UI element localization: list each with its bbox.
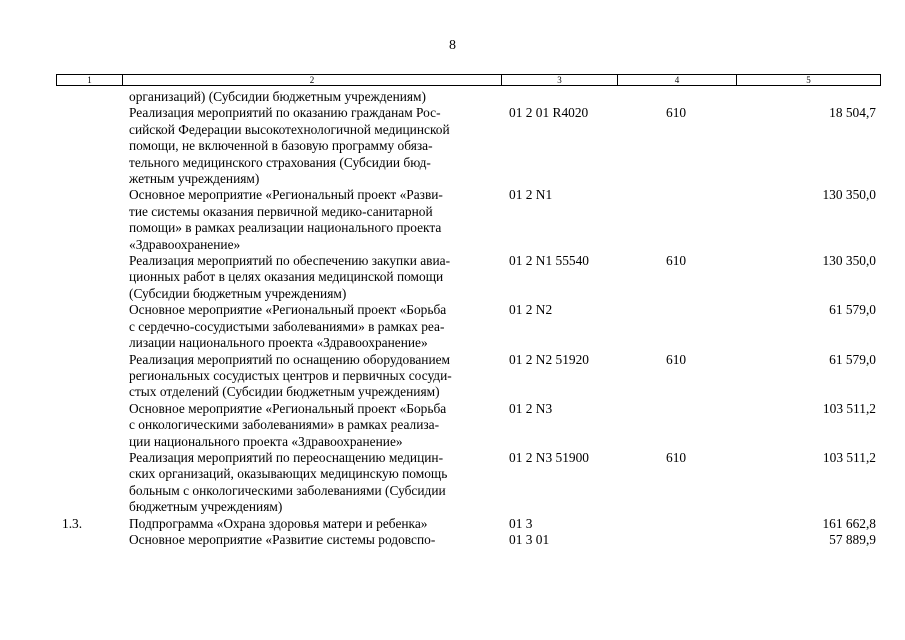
table-row bbox=[0, 253, 905, 302]
description-line: ционных работ в целях оказания медицинской помощи bbox=[129, 269, 444, 285]
table-row bbox=[0, 105, 905, 187]
amount-value: 61 579,0 bbox=[829, 351, 876, 367]
budget-classification-code: 01 2 N2 bbox=[509, 302, 553, 318]
table-row bbox=[0, 89, 905, 105]
description-line: Основное мероприятие «Региональный проект «Борьба bbox=[129, 302, 447, 318]
row-number: 1.3. bbox=[62, 515, 83, 531]
expense-type-code: 610 bbox=[666, 449, 687, 465]
budget-classification-code: 01 3 bbox=[509, 515, 533, 531]
description-line: помощи, не включенной в базовую программу обяза- bbox=[129, 138, 433, 154]
row-description bbox=[129, 89, 503, 105]
budget-table-body bbox=[0, 89, 905, 548]
description-line: с сердечно-сосудистыми заболеваниями» в рамках реа- bbox=[129, 318, 445, 334]
description-line: региональных сосудистых центров и первичных сосуди- bbox=[129, 367, 452, 383]
description-line: «Здравоохранение» bbox=[129, 236, 241, 252]
description-line: Реализация мероприятий по переоснащению медицин- bbox=[129, 449, 444, 465]
amount-value: 103 511,2 bbox=[822, 449, 876, 465]
description-line: Основное мероприятие «Развитие системы родовспо- bbox=[129, 531, 436, 547]
description-line: Реализация мероприятий по оказанию гражданам Рос- bbox=[129, 105, 441, 121]
table-row bbox=[0, 532, 905, 548]
budget-classification-code: 01 3 01 bbox=[509, 531, 550, 547]
table-row bbox=[0, 302, 905, 351]
budget-classification-code: 01 2 N3 bbox=[509, 400, 553, 416]
row-description bbox=[129, 450, 503, 516]
budget-classification-code: 01 2 N3 51900 bbox=[509, 449, 589, 465]
expense-type-code: 610 bbox=[666, 253, 687, 269]
budget-classification-code: 01 2 N1 bbox=[509, 187, 553, 203]
description-line: ции национального проекта «Здравоохранение» bbox=[129, 433, 403, 449]
amount-value: 130 350,0 bbox=[822, 253, 876, 269]
budget-classification-code: 01 2 01 R4020 bbox=[509, 105, 589, 121]
row-description bbox=[129, 105, 503, 187]
description-line: Подпрограмма «Охрана здоровья матери и ребенка» bbox=[129, 515, 428, 531]
column-header-row bbox=[56, 74, 881, 86]
budget-classification-code: 01 2 N2 51920 bbox=[509, 351, 589, 367]
column-header-3: 3 bbox=[502, 75, 618, 86]
description-line: помощи» в рамках реализации национального проекта bbox=[129, 220, 442, 236]
amount-value: 103 511,2 bbox=[822, 400, 876, 416]
row-description bbox=[129, 516, 503, 532]
table-row bbox=[0, 352, 905, 401]
description-line: Реализация мероприятий по обеспечению закупки авиа- bbox=[129, 253, 451, 269]
description-line: стых отделений (Субсидии бюджетным учреждениям) bbox=[129, 384, 440, 400]
description-line: жетным учреждениям) bbox=[129, 171, 260, 187]
row-description bbox=[129, 253, 503, 302]
description-line: тельного медицинского страхования (Субсидии бюд- bbox=[129, 154, 431, 170]
description-line: Основное мероприятие «Региональный проект «Борьба bbox=[129, 400, 447, 416]
table-row bbox=[0, 516, 905, 532]
amount-value: 130 350,0 bbox=[822, 187, 876, 203]
table-row bbox=[0, 187, 905, 253]
description-line: Основное мероприятие «Региональный проект «Разви- bbox=[129, 187, 443, 203]
description-line: лизации национального проекта «Здравоохранение» bbox=[129, 335, 428, 351]
row-description bbox=[129, 302, 503, 351]
column-header-2: 2 bbox=[123, 75, 502, 86]
expense-type-code: 610 bbox=[666, 351, 687, 367]
budget-classification-code: 01 2 N1 55540 bbox=[509, 253, 589, 269]
description-line: тие системы оказания первичной медико-санитарной bbox=[129, 203, 433, 219]
row-description bbox=[129, 401, 503, 450]
column-header-5: 5 bbox=[737, 75, 881, 86]
amount-value: 161 662,8 bbox=[822, 515, 876, 531]
amount-value: 18 504,7 bbox=[829, 105, 876, 121]
description-line: бюджетным учреждениям) bbox=[129, 499, 283, 515]
description-line: (Субсидии бюджетным учреждениям) bbox=[129, 285, 347, 301]
table-row bbox=[0, 450, 905, 516]
row-description bbox=[129, 352, 503, 401]
expense-type-code: 610 bbox=[666, 105, 687, 121]
description-line: сийской Федерации высокотехнологичной медицинской bbox=[129, 121, 450, 137]
table-row bbox=[0, 401, 905, 450]
description-line: с онкологическими заболеваниями» в рамках реализа- bbox=[129, 417, 440, 433]
description-line: Реализация мероприятий по оснащению оборудованием bbox=[129, 351, 451, 367]
row-description bbox=[129, 532, 503, 548]
amount-value: 61 579,0 bbox=[829, 302, 876, 318]
description-line: ских организаций, оказывающих медицинскую помощь bbox=[129, 466, 448, 482]
row-description bbox=[129, 187, 503, 253]
description-line: больным с онкологическими заболеваниями (Субсидии bbox=[129, 482, 446, 498]
description-line: организаций) (Субсидии бюджетным учреждениям) bbox=[129, 89, 426, 104]
column-header-4: 4 bbox=[618, 75, 737, 86]
column-header-1: 1 bbox=[57, 75, 123, 86]
amount-value: 57 889,9 bbox=[829, 531, 876, 547]
page-number: 8 bbox=[449, 38, 456, 53]
